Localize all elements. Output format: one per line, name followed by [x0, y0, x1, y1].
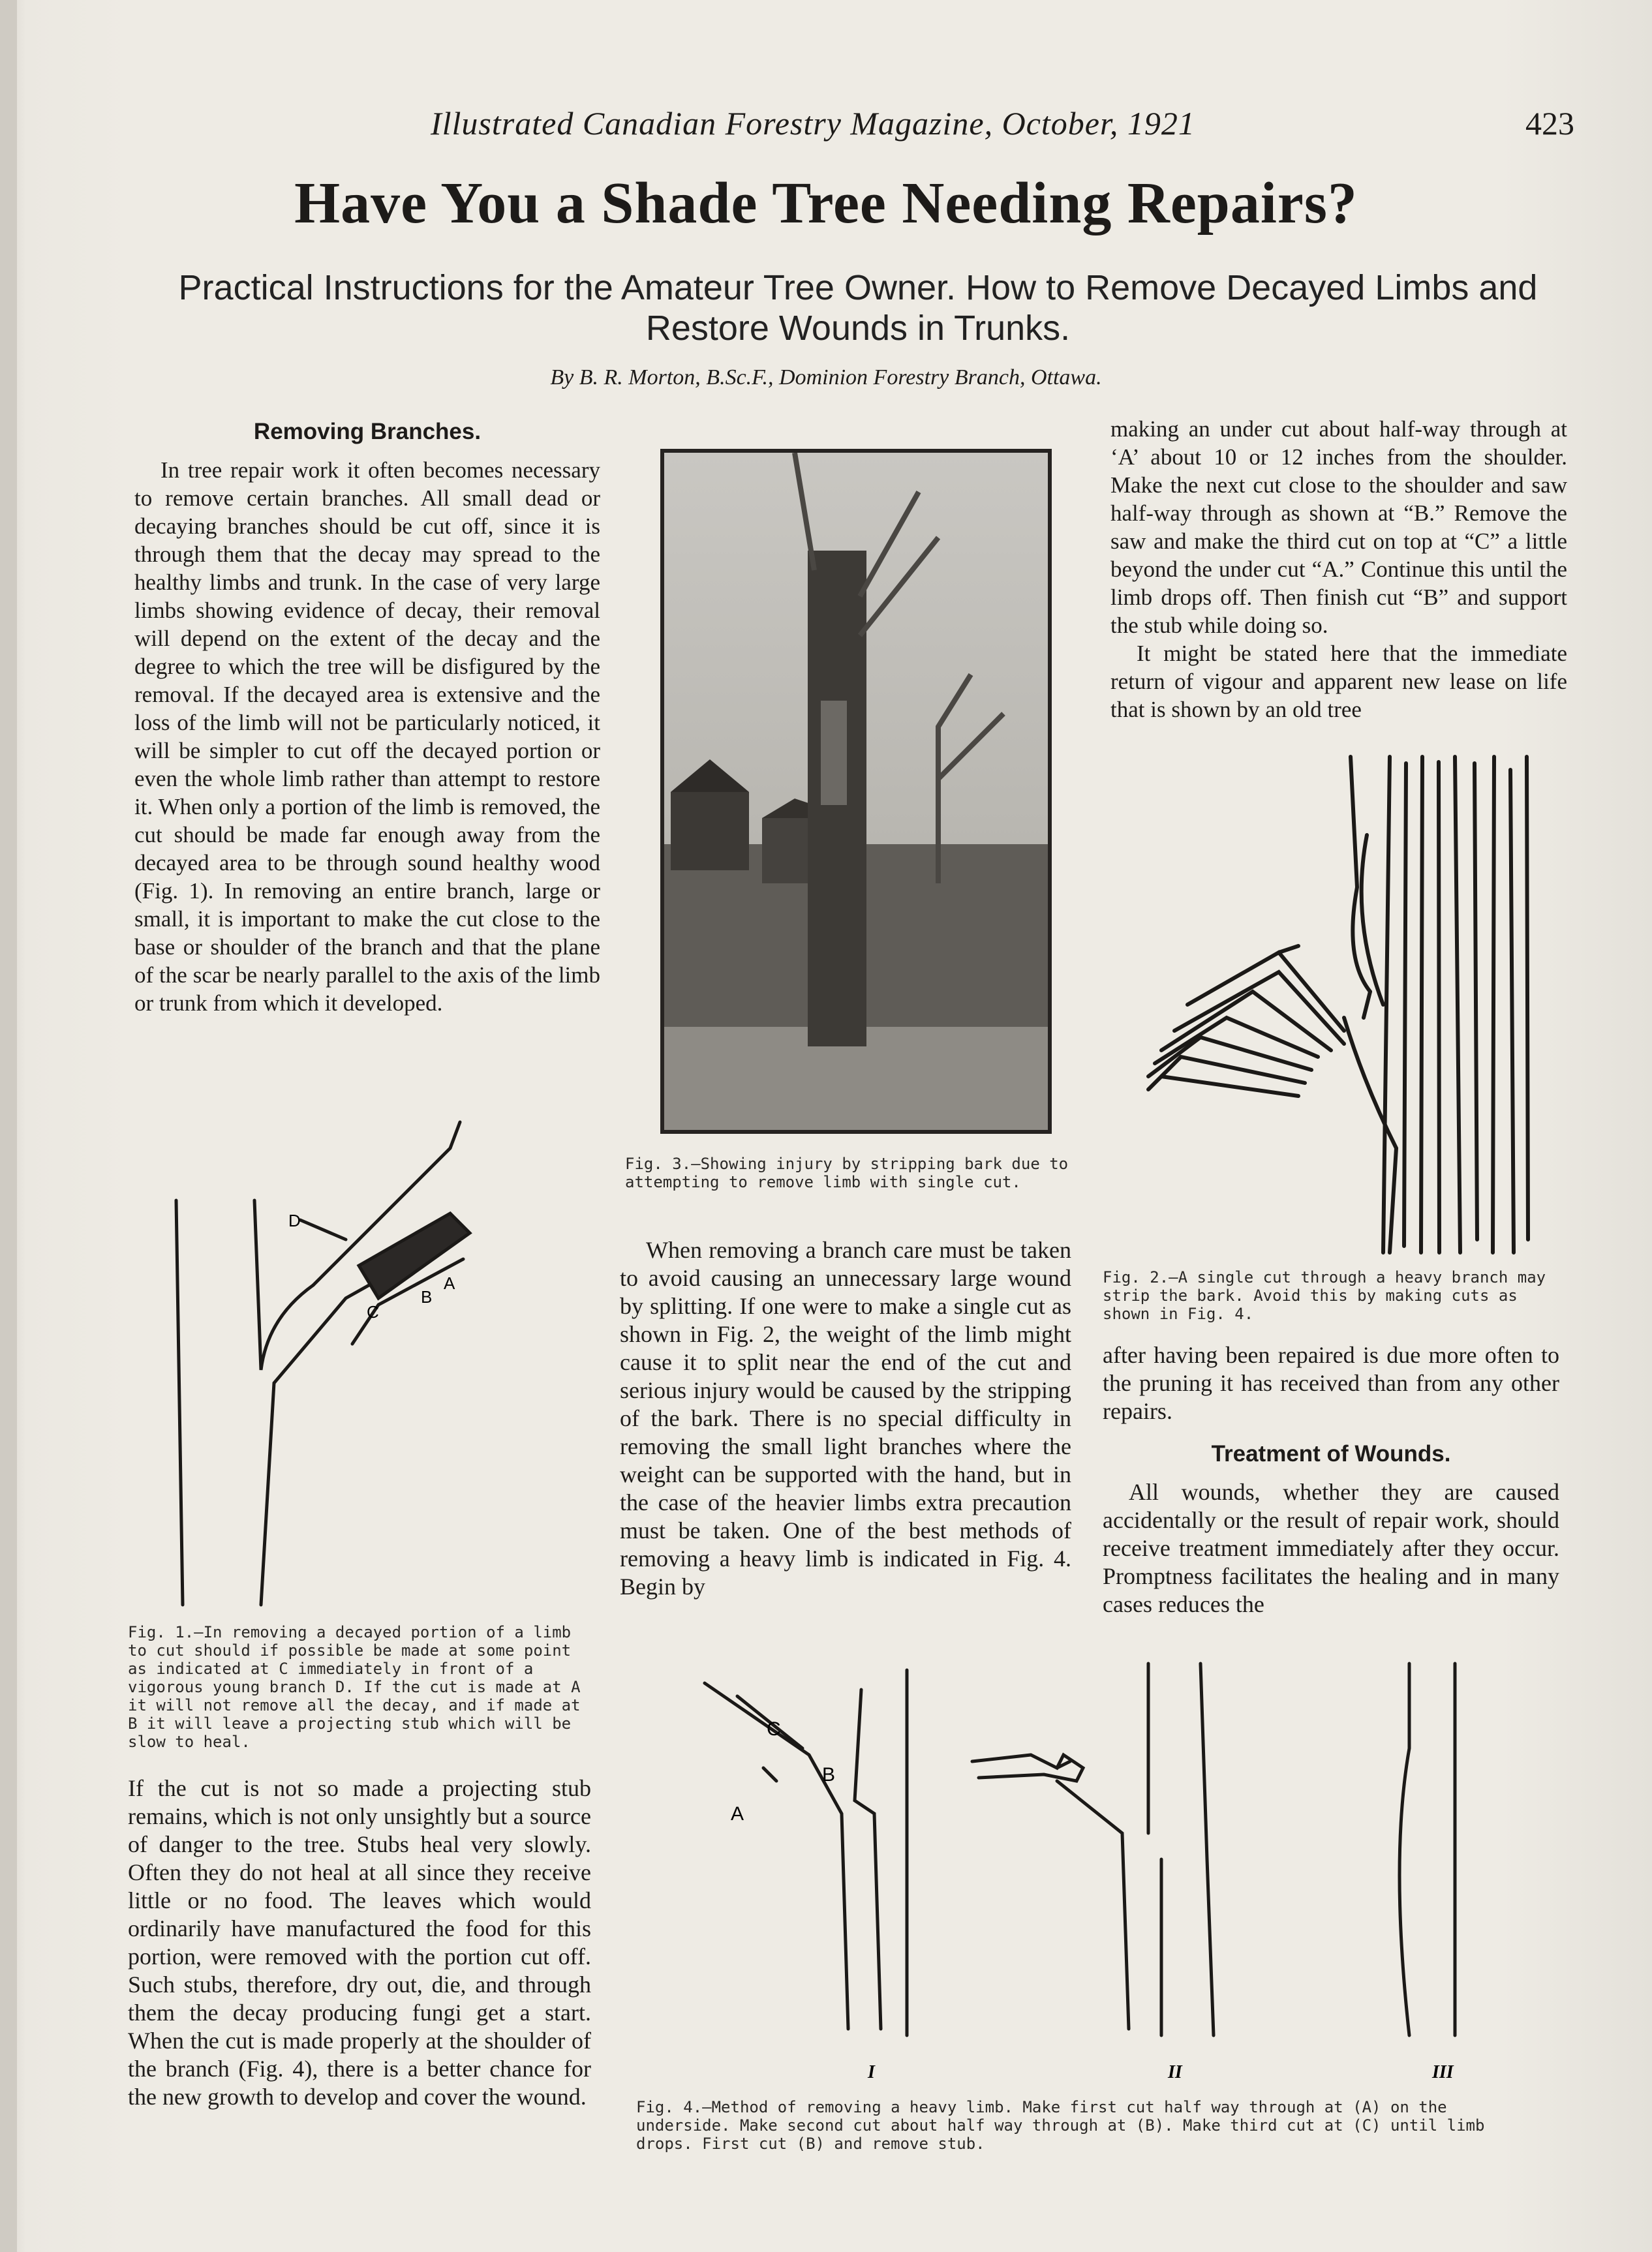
fig-4-number-i: I [868, 2062, 875, 2082]
paragraph: It might be stated here that the immediate return of vigour and apparent new lease on life that is shown by an old tree [1110, 641, 1567, 722]
fig-3-caption: Fig. 3.—Showing injury by stripping bark due to attempting to remove limb with single cut. [625, 1155, 1069, 1191]
fig-1-label-d: D [288, 1211, 301, 1230]
fig-4-drawing [692, 1664, 1527, 2088]
fig-3-photo [660, 449, 1052, 1134]
paragraph: When removing a branch care must be taken to avoid causing an unnecessary large wound by splitting. If one were to make a single cut as shown in Fig. 2, the weight of the limb might cause it to split near the end of the cut and serious injury would be caused by the stripping of the bark. There is no special difficulty in removing the small light branches where the weight can be supported with the hand, but in the case of the heavier limbs extra precaution must be taken. One of the best methods of removing a heavy limb is indicated in Fig. 4. Begin by [620, 1237, 1071, 1600]
column-2 [620, 1236, 1071, 1601]
column-1-bottom [128, 1774, 591, 2111]
fig-1-label-b: B [421, 1287, 433, 1307]
fig-1-label-c: C [367, 1302, 379, 1322]
running-header: Illustrated Canadian Forestry Magazine, October, 1921 [431, 105, 1195, 142]
section-heading-treatment-of-wounds: Treatment of Wounds. [1211, 1441, 1451, 1467]
photo-tree-scene [664, 453, 1048, 1130]
article-title: Have You a Shade Tree Needing Repairs? [294, 171, 1358, 236]
page-number: 423 [1525, 105, 1574, 142]
fig-4-label-b: B [822, 1764, 836, 1786]
article-byline: By B. R. Morton, B.Sc.F., Dominion Forestry Branch, Ottawa. [550, 365, 1102, 389]
column-3-bottom [1103, 1341, 1559, 1619]
paragraph: In tree repair work it often becomes necessary to remove certain branches. All small dead or decaying branches should be cut off, since it is through them that the decay may spread to the healthy limbs and trunk. In the case of very large limbs showing evidence of decay, their removal will depend on the extent of the decay and the degree to which the tree will be disfigured by the removal. If the decayed area is extensive and the loss of the limb will not be particularly noticed, it will be simpler to cut off the decayed portion or even the whole limb rather than attempt to restore it. When only a portion of the limb is removed, the cut should be made far enough away from the decayed area to be through sound healthy wood (Fig. 1). In removing an entire branch, large or small, it is important to make the cut close to the base or shoulder of the branch and that the plane of the scar be nearly parallel to the axis of the limb or trunk from which it developed. [134, 457, 600, 1016]
fig-4-caption: Fig. 4.—Method of removing a heavy limb. Make first cut half way through at (A) on the underside. Make second cut about half way through at (B). Make third cut at (C) until limb drops. First cut (B) and remove stub. [636, 2098, 1485, 2153]
paragraph: after having been repaired is due more often to the pruning it has received than from any other repairs. [1103, 1342, 1559, 1424]
column-3-top [1110, 415, 1567, 723]
column-1-top [134, 418, 600, 1017]
paragraph: If the cut is not so made a projecting stub remains, which is not only unsightly but a source of danger to the tree. Stubs heal very slowly. Often they do not heal at all since they receive little or no food. The leaves which would ordinarily have manufactured the food for this portion, were removed with the portion cut off. Such stubs, therefore, dry out, die, and through them the decay producing fungi get a start. When the cut is made properly at the shoulder of the branch (Fig. 4), there is a better chance for the new growth to develop and cover the wound. [128, 1775, 591, 2110]
section-heading-removing-branches: Removing Branches. [253, 419, 482, 444]
paragraph: making an under cut about half-way through at ‘A’ about 10 or 12 inches from the shoulder. Make the next cut close to the shoulder and saw half-way through as shown at “B.” Remove the saw and make the third cut on top at “C” a little beyond the under cut “A.” Continue this until the limb drops off. Then finish cut “B” and support the stub while doing so. [1110, 416, 1567, 638]
page-gutter [0, 0, 17, 2252]
paragraph: All wounds, whether they are caused accidentally or the result of repair work, should receive treatment immediately after they occur. Promptness facilitates the healing and in many cases reduces the [1103, 1479, 1559, 1617]
fig-4-number-iii: III [1432, 2062, 1454, 2082]
article-subtitle: Practical Instructions for the Amateur Tree Owner. How to Remove Decayed Limbs and Restore Wounds in Trunks. [178, 268, 1538, 348]
fig-4-number-ii: II [1168, 2062, 1182, 2082]
fig-2-drawing [1148, 757, 1553, 1253]
fig-1-label-a: A [444, 1273, 455, 1293]
fig-4-label-c: C [767, 1718, 781, 1740]
fig-1-caption: Fig. 1.—In removing a decayed portion of a limb to cut should if possible be made at some point as indicated at C immediately in front of a vigorous young branch D. If the cut is made at A it will not remove all the decay, and if made at B it will leave a projecting stub which will be slow to heal. [128, 1623, 581, 1751]
fig-1-drawing [163, 1135, 594, 1605]
fig-4-label-a: A [731, 1803, 744, 1825]
fig-2-caption: Fig. 2.—A single cut through a heavy branch may strip the bark. Avoid this by making cuts as shown in Fig. 4. [1103, 1268, 1546, 1323]
